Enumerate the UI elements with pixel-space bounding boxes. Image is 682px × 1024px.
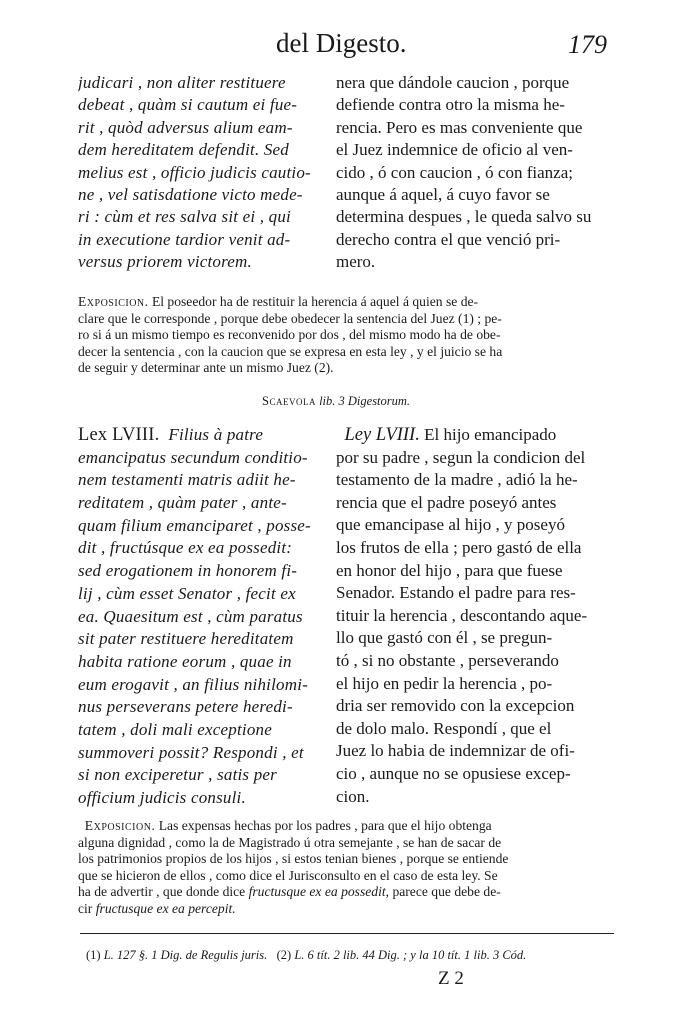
spanish-line: por su padre , segun la condicion del — [336, 447, 586, 467]
exposition-line — [78, 901, 618, 918]
latin-first-words: Filius à patre — [168, 425, 264, 444]
source-citation — [262, 394, 410, 409]
exposition-line: que se hicieron de ellos , como dice el Jurisconsulto en el caso de esta ley. Se — [78, 867, 498, 883]
footnote-mark: (2) — [276, 948, 292, 962]
quoted-latin: fructusque ex ea possedit — [248, 884, 386, 900]
exposition-text: ha de advertir , que donde dice — [78, 884, 249, 900]
latin-line: ea. Quaesitum est , cùm paratus — [78, 606, 303, 626]
law-spanish-heading: Ley LVIII. — [344, 425, 420, 445]
spanish-first-words: El hijo emancipado — [419, 425, 557, 444]
spanish-line: rencia que el padre poseyó antes — [336, 492, 557, 512]
latin-line: nem testamenti matris adiit he- — [78, 470, 296, 490]
exposition-line: los patrimonios propios de los hijos , si estos tenian bienes , porque se entiende — [78, 851, 509, 867]
exposition-text: cir — [78, 900, 96, 916]
latin-line: nus perseverans petere heredi- — [78, 697, 293, 717]
latin-line: sed erogationem in honorem fi- — [78, 561, 298, 581]
top-latin-column — [78, 72, 330, 274]
spanish-line: tituir la herencia , descontando aque- — [336, 605, 588, 625]
spanish-line: el hijo en pedir la herencia , po- — [336, 673, 553, 693]
latin-line: judicari , non aliter restituere — [78, 73, 286, 92]
spanish-line: los frutos de ella ; pero gastó de ella — [336, 537, 582, 557]
latin-line: eum erogavit , an filius nihilomi- — [78, 674, 308, 694]
latin-line: sit pater restituere hereditatem — [78, 629, 294, 649]
exposition-2 — [78, 818, 618, 918]
latin-line: si non exciperetur , satis per — [78, 765, 277, 785]
footnotes — [86, 948, 526, 963]
exposition-line: decer la sentencia , con la caucion que se expresa en esta ley , y el juicio se ha — [78, 343, 503, 359]
latin-line: debeat , quàm si cautum ei fue- — [78, 95, 298, 115]
quoted-latin: fructusque ex ea percepit. — [95, 900, 236, 916]
exposition-line: alguna dignidad , como la de Magistrado ú otra semejante , se han de sacar de — [78, 834, 502, 850]
source-work: lib. 3 Digestorum. — [319, 394, 411, 408]
law-latin-heading: Lex LVIII. — [78, 425, 160, 445]
exposition-label: Exposicion. — [78, 294, 149, 309]
latin-line: ne , vel satisdatione victo mede- — [78, 184, 303, 204]
spanish-line: derecho contra el que venció pri- — [336, 229, 561, 249]
spanish-line: defiende contra otro la misma he- — [336, 95, 565, 115]
exposition-text: , parece que debe de- — [385, 884, 501, 900]
spanish-line: llo que gastó con él , se pregun- — [336, 628, 553, 648]
exposition-line: ro si á un mismo tiempo es reconvenido por dos , del mismo modo ha de obe- — [78, 327, 501, 343]
latin-line: officium judicis consuli. — [78, 788, 246, 807]
latin-line: lij , cùm esset Senator , fecit ex — [78, 583, 296, 603]
top-spanish-column — [336, 72, 620, 274]
latin-line: summoveri possit? Respondi , et — [78, 742, 304, 762]
footnote-text: L. 6 tít. 2 lib. 44 Dig. ; y la 10 tít. 1 lib. 3 Cód. — [294, 948, 527, 962]
spanish-line: rencia. Pero es mas conveniente que — [336, 117, 583, 137]
exposition-text: Las expensas hechas por los padres , para que el hijo obtenga — [155, 818, 492, 833]
footnote-rule — [80, 933, 614, 934]
spanish-line: Senador. Estando el padre para res- — [336, 583, 576, 603]
spanish-line: el Juez indemnice de oficio al ven- — [336, 140, 573, 160]
latin-line: tatem , doli mali exceptione — [78, 719, 272, 739]
law-latin-column — [78, 424, 330, 810]
latin-line: quam filium emanciparet , posse- — [78, 515, 311, 535]
spanish-line: en honor del hijo , para que fuese — [336, 560, 563, 580]
spanish-line: cio , aunque no se opusiese excep- — [336, 763, 571, 783]
exposition-1 — [78, 294, 618, 377]
running-head: del Digesto. — [276, 28, 407, 58]
spanish-line: aunque á aquel, á cuyo favor se — [336, 184, 550, 204]
page-number: 179 — [568, 30, 607, 59]
page-header — [0, 22, 682, 62]
signature-mark: Z 2 — [438, 968, 464, 989]
latin-line: melius est , officio judicis cautio- — [78, 162, 311, 182]
exposition-label: Exposicion. — [84, 818, 156, 833]
latin-line — [78, 424, 330, 447]
source-author: Scaevola — [262, 394, 316, 408]
spanish-line: mero. — [336, 252, 376, 272]
spanish-line: cido , ó con caucion , ó con fianza; — [336, 162, 573, 182]
spanish-line: que emancipase al hijo , y poseyó — [336, 515, 565, 535]
latin-line: ri : cùm et res salva sit ei , qui — [78, 207, 291, 227]
spanish-line: cion. — [336, 786, 370, 806]
spanish-line: dria ser removido con la excepcion — [336, 696, 575, 716]
spanish-line: de dolo malo. Respondí , que el — [336, 718, 552, 738]
latin-line: dit , fructúsque ex ea possedit: — [78, 538, 293, 558]
latin-line: in executione tardior venit ad- — [78, 229, 291, 249]
exposition-text: El poseedor ha de restituir la herencia á aquel á quien se de- — [148, 294, 479, 309]
exposition-line — [78, 294, 618, 311]
spanish-line — [336, 424, 620, 447]
law-spanish-column — [336, 424, 620, 808]
spanish-line: testamento de la madre , adió la he- — [336, 470, 578, 490]
spanish-line: tó , si no obstante , perseverando — [336, 650, 559, 670]
latin-line: versus priorem victorem. — [78, 252, 252, 272]
exposition-line: clare que le corresponde , porque debe obedecer la sentencia del Juez (1) ; pe- — [78, 310, 502, 326]
spanish-line: nera que dándole caucion , porque — [336, 73, 570, 92]
exposition-line: de seguir y determinar ante un mismo Juez (2). — [78, 360, 334, 376]
spanish-line: determina despues , le queda salvo su — [336, 207, 592, 227]
footnote-mark: (1) — [86, 948, 101, 962]
latin-line: emancipatus secundum conditio- — [78, 447, 308, 467]
footnote-text: L. 127 §. 1 Dig. de Regulis juris. — [103, 948, 268, 962]
exposition-line — [78, 884, 618, 901]
latin-line: dem hereditatem defendit. Sed — [78, 140, 289, 160]
exposition-line — [78, 818, 618, 835]
latin-line: reditatem , quàm pater , ante- — [78, 493, 287, 513]
spanish-line: Juez lo habia de indemnizar de ofi- — [336, 741, 575, 761]
latin-line: habita ratione eorum , quae in — [78, 651, 292, 671]
latin-line: rit , quòd adversus alium eam- — [78, 117, 293, 137]
